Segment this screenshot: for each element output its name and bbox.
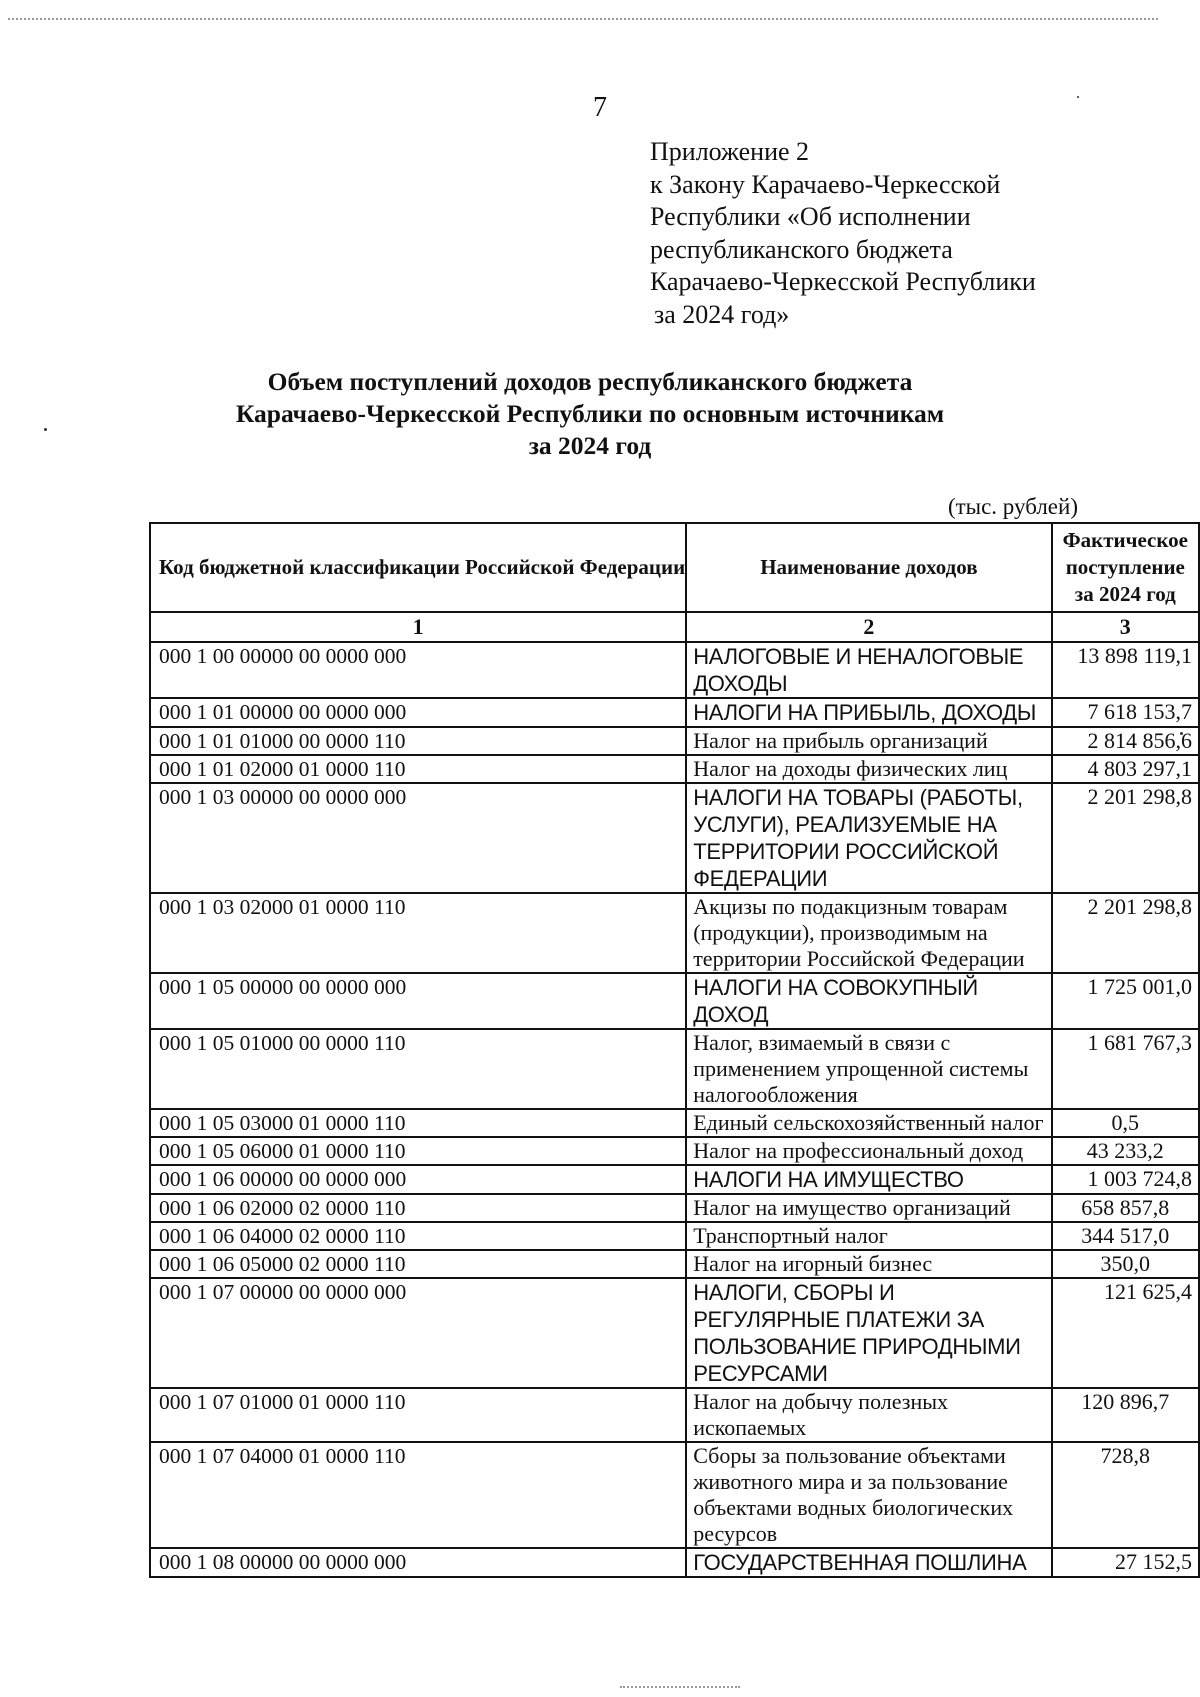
table-row <box>150 727 1199 755</box>
row-code: 000 1 07 01000 01 0000 110 <box>150 1388 686 1442</box>
appendix-line: Карачаево-Черкесской Республики <box>650 267 1036 296</box>
scan-artifact-bottom-line <box>620 1686 740 1688</box>
table-row <box>150 893 1199 973</box>
row-name: Налог на добычу полезных ископаемых <box>686 1388 1051 1442</box>
table-row <box>150 1137 1199 1165</box>
row-name: НАЛОГИ НА СОВОКУПНЫЙ ДОХОД <box>686 973 1051 1029</box>
row-amount: 27 152,5 <box>1052 1548 1199 1577</box>
row-name: Сборы за пользование объектами животного мира и за пользование объектами водных биологических ресурсов <box>686 1442 1051 1548</box>
row-amount: 2 201 298,8 <box>1052 893 1199 973</box>
header-amount: Фактическое поступление за 2024 год <box>1052 523 1199 612</box>
row-code: 000 1 06 05000 02 0000 110 <box>150 1250 686 1278</box>
row-amount: 1 681 767,3 <box>1052 1029 1199 1109</box>
table-row <box>150 1548 1199 1577</box>
column-number-row <box>150 612 1199 642</box>
table-row <box>150 755 1199 783</box>
appendix-note <box>650 136 1036 331</box>
row-name: Налог на игорный бизнес <box>686 1250 1051 1278</box>
title-line: Карачаево-Черкесской Республики по основным источникам <box>235 399 945 428</box>
row-amount: 728,8 <box>1052 1442 1199 1548</box>
row-amount: 344 517,0 <box>1052 1222 1199 1250</box>
appendix-line: за 2024 год» <box>654 299 790 329</box>
row-code: 000 1 05 06000 01 0000 110 <box>150 1137 686 1165</box>
row-code: 000 1 07 04000 01 0000 110 <box>150 1442 686 1548</box>
scan-artifact-top-line <box>8 18 1158 20</box>
row-code: 000 1 00 00000 00 0000 000 <box>150 642 686 698</box>
row-code: 000 1 03 02000 01 0000 110 <box>150 893 686 973</box>
row-code: 000 1 08 00000 00 0000 000 <box>150 1548 686 1577</box>
row-name: Налог на прибыль организаций <box>686 727 1051 755</box>
title-line: за 2024 год <box>528 431 652 460</box>
appendix-line: Приложение 2 <box>650 137 810 166</box>
header-code: Код бюджетной классификации Российской Федерации <box>150 523 686 612</box>
table-row <box>150 642 1199 698</box>
scan-artifact-dot <box>44 428 47 431</box>
row-amount: 43 233,2 <box>1052 1137 1199 1165</box>
row-name: Налог на имущество организаций <box>686 1194 1051 1222</box>
row-amount: 4 803 297,1 <box>1052 755 1199 783</box>
row-amount: 13 898 119,1 <box>1052 642 1199 698</box>
row-name: Акцизы по подакцизным товарам (продукции), производимым на территории Российской Федерации <box>686 893 1051 973</box>
table-row <box>150 1109 1199 1137</box>
row-code: 000 1 05 03000 01 0000 110 <box>150 1109 686 1137</box>
row-code: 000 1 05 00000 00 0000 000 <box>150 973 686 1029</box>
row-amount: 2 201 298,8 <box>1052 783 1199 893</box>
table-row <box>150 1250 1199 1278</box>
row-amount: 1 725 001,0 <box>1052 973 1199 1029</box>
table-row <box>150 1029 1199 1109</box>
table-row <box>150 1442 1199 1548</box>
row-code: 000 1 06 04000 02 0000 110 <box>150 1222 686 1250</box>
table-row <box>150 1278 1199 1388</box>
row-amount: 121 625,4 <box>1052 1278 1199 1388</box>
row-amount: 350,0 <box>1052 1250 1199 1278</box>
row-code: 000 1 01 02000 01 0000 110 <box>150 755 686 783</box>
row-code: 000 1 07 00000 00 0000 000 <box>150 1278 686 1388</box>
row-code: 000 1 05 01000 00 0000 110 <box>150 1029 686 1109</box>
header-name: Наименование доходов <box>686 523 1051 612</box>
table-header-row <box>150 523 1199 612</box>
row-amount: 7 618 153,7 <box>1052 698 1199 727</box>
row-code: 000 1 06 02000 02 0000 110 <box>150 1194 686 1222</box>
column-number: 2 <box>686 612 1051 642</box>
row-code: 000 1 01 01000 00 0000 110 <box>150 727 686 755</box>
page-number: 7 <box>593 92 607 123</box>
column-number: 1 <box>150 612 686 642</box>
row-amount: 1 003 724,8 <box>1052 1165 1199 1194</box>
column-number: 3 <box>1052 612 1199 642</box>
row-name: НАЛОГОВЫЕ И НЕНАЛОГОВЫЕ ДОХОДЫ <box>686 642 1051 698</box>
row-name: Налог, взимаемый в связи с применением упрощенной системы налогообложения <box>686 1029 1051 1109</box>
row-amount: 0,5 <box>1052 1109 1199 1137</box>
table-row <box>150 973 1199 1029</box>
row-name: Транспортный налог <box>686 1222 1051 1250</box>
row-code: 000 1 03 00000 00 0000 000 <box>150 783 686 893</box>
row-amount: 2 814 856,6 <box>1052 727 1199 755</box>
table-row <box>150 1388 1199 1442</box>
row-name: НАЛОГИ, СБОРЫ И РЕГУЛЯРНЫЕ ПЛАТЕЖИ ЗА ПОЛЬЗОВАНИЕ ПРИРОДНЫМИ РЕСУРСАМИ <box>686 1278 1051 1388</box>
row-name: НАЛОГИ НА ТОВАРЫ (РАБОТЫ, УСЛУГИ), РЕАЛИЗУЕМЫЕ НА ТЕРРИТОРИИ РОССИЙСКОЙ ФЕДЕРАЦИИ <box>686 783 1051 893</box>
row-name: ГОСУДАРСТВЕННАЯ ПОШЛИНА <box>686 1548 1051 1577</box>
row-name: Налог на доходы физических лиц <box>686 755 1051 783</box>
units-label: (тыс. рублей) <box>947 494 1078 519</box>
table-row <box>150 1194 1199 1222</box>
table-row <box>150 783 1199 893</box>
appendix-line: республиканского бюджета <box>650 234 953 264</box>
row-name: Единый сельскохозяйственный налог <box>686 1109 1051 1137</box>
table-row <box>150 1222 1199 1250</box>
scan-artifact-dot <box>1077 96 1079 98</box>
row-name: Налог на профессиональный доход <box>686 1137 1051 1165</box>
appendix-line: Республики «Об исполнении <box>650 202 971 231</box>
revenue-table <box>149 522 1200 1578</box>
document-title <box>150 366 1030 462</box>
row-name: НАЛОГИ НА ПРИБЫЛЬ, ДОХОДЫ <box>686 698 1051 727</box>
table-row <box>150 698 1199 727</box>
row-code: 000 1 01 00000 00 0000 000 <box>150 698 686 727</box>
row-code: 000 1 06 00000 00 0000 000 <box>150 1165 686 1194</box>
row-amount: 120 896,7 <box>1052 1388 1199 1442</box>
appendix-line: к Закону Карачаево-Черкесской <box>650 169 1001 199</box>
row-amount: 658 857,8 <box>1052 1194 1199 1222</box>
title-line: Объем поступлений доходов республиканского бюджета <box>267 367 913 396</box>
row-name: НАЛОГИ НА ИМУЩЕСТВО <box>686 1165 1051 1194</box>
table-row <box>150 1165 1199 1194</box>
